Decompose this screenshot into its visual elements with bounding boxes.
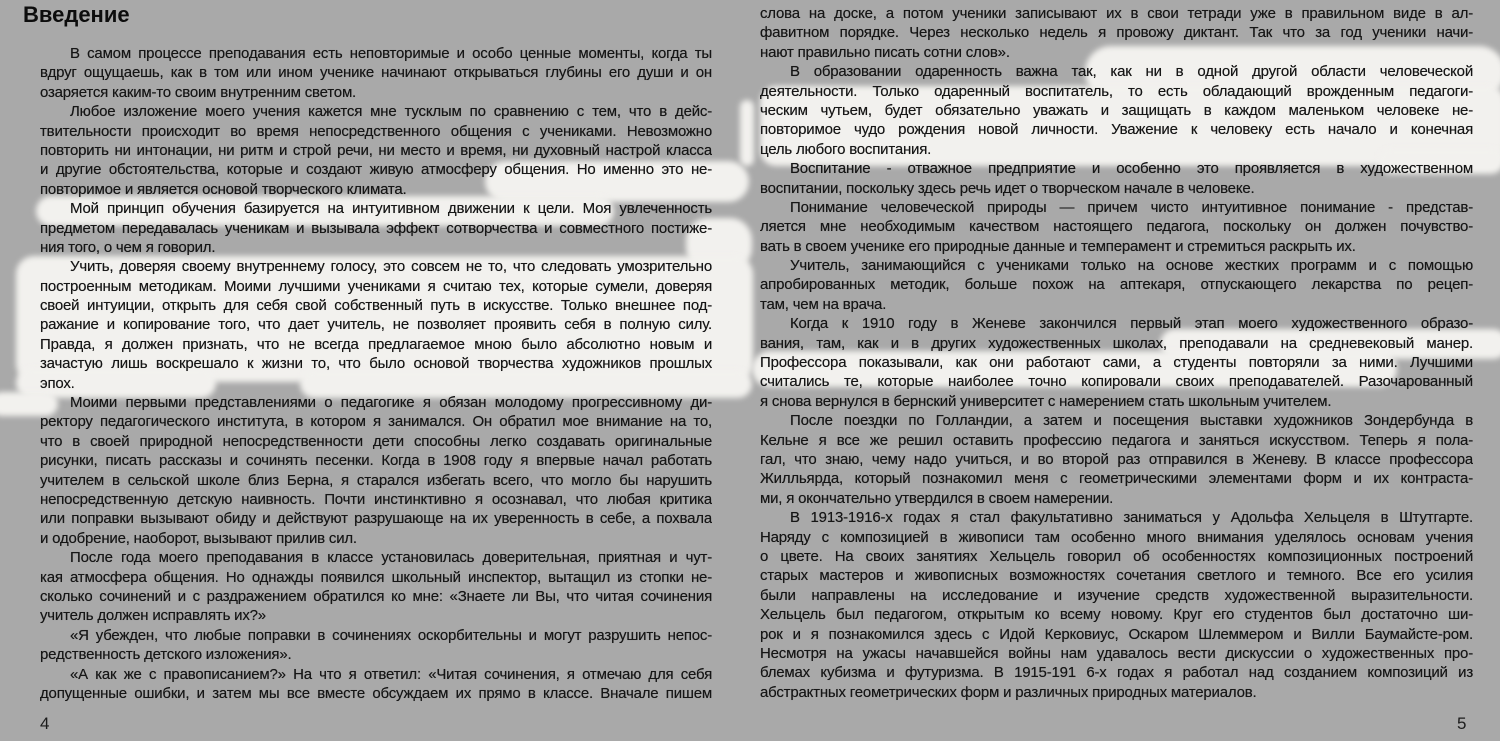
page-number-left: 4 (40, 714, 50, 733)
text-line: гал, что знаю, чему надо учиться, и во второй раз отправился в Женеву. В классе профессора (760, 450, 1473, 468)
text-line: ражание и копирование того, что дает учитель, не позволяет проявить себя в полную силу. (40, 316, 712, 334)
text-line: повторимое и является основой творческого климата. (40, 180, 407, 198)
text-line: Воспитание - отважное предприятие и особенно это проявляется в художественном (790, 160, 1473, 178)
text-line: Правда, я должен признать, что не всегда предлагаемое мною было абсолютно новым и (40, 335, 712, 353)
text-line: там, чем на врача. (760, 295, 887, 313)
text-line: абстрактных геометрических форм и различных природных материалов. (760, 683, 1257, 701)
text-line: деятельности. Только одаренный воспитатель, то есть обладающий врожденным педагоги- (760, 82, 1473, 100)
text-line: Когда к 1910 году в Женеве закончился первый этап моего художественного образо- (790, 315, 1473, 333)
text-line: твительности происходит во время непосредственного общения с учениками. Невозможно (40, 122, 712, 140)
text-line: эпох. (40, 374, 75, 392)
text-line: Наряду с композицией в живописи там особенно много внимания уделялось основам учения (760, 528, 1473, 546)
text-line: построенным методикам. Моими лучшими учениками я считаю тех, которые сумели, доверяя (40, 277, 712, 295)
text-line: допущенные ошибки, и затем мы все вместе обсуждаем их прямо в классе. Вначале пишем (40, 684, 712, 702)
text-line: нают правильно писать сотни слов». (760, 43, 1010, 61)
text-line: апробированных методик, больше похож на аптекаря, отпускающего лекарства по рецеп- (760, 276, 1473, 294)
text-line: Хельцель был педагогом, открытым ко всему новому. Круг его студентов был достаточно ши- (760, 606, 1473, 624)
text-line: вать в своем ученике его природные данные и темперамент и стремиться раскрыть их. (760, 237, 1356, 255)
text-line: Понимание человеческой природы — причем чисто интуитивное понимание - представ- (790, 198, 1473, 216)
text-line: Учить, доверяя своему внутреннему голосу, это совсем не то, что следовать умозрительно (70, 258, 712, 276)
text-line: ректору педагогического института, в котором я занимался. Он обратил мое внимание на то, (40, 413, 712, 431)
text-line: Учитель, занимающийся с учениками только на основе жестких программ и с помощью (790, 257, 1473, 275)
highlight-mark (740, 100, 754, 166)
text-line: Кельне я все же решил оставить профессию педагога и заняться искусством. Теперь я пола- (760, 431, 1473, 449)
text-line: старых мастеров и живописных возможностях сочетания светлого и темного. Все его усилия (760, 567, 1473, 585)
text-line: учитель должен исправлять их?» (40, 607, 266, 625)
text-line: Моими первыми представлениями о педагогике я обязан молодому прогрессивному ди- (70, 394, 712, 412)
text-line: После поездки по Голландии, а затем и посещения выставки художников Зондербунда в (790, 412, 1473, 430)
text-line: или поправки вызывают обиду и действуют разрушающе на их уверенность в себе, а похвала (40, 510, 712, 528)
text-line: кая атмосфера общения. Но однажды появился школьный инспектор, вытащил из стопки не- (40, 568, 712, 586)
text-line: цель любого воспитания. (760, 140, 932, 158)
text-line: вдруг ощущаешь, как в том или ином ученике начинают открываться глубины его души и он (40, 64, 712, 82)
text-line: В образовании одаренность важна так, как ни в одной другой области человеческой (790, 63, 1473, 81)
text-line: воспитании, поскольку здесь речь идет о творческом начале в человеке. (760, 179, 1255, 197)
text-line: В самом процессе преподавания есть неповторимые и особо ценные моменты, когда ты (70, 45, 712, 62)
text-line: слова на доске, а потом ученики записывают их в свои тетради уже в правильном виде в ал- (760, 5, 1473, 22)
text-line: зачастую лишь воскрешало к жизни то, что было основой творчества художников прошлых (40, 355, 712, 373)
text-line: что в своей природной непосредственности дети способны легко создавать оригинальные (40, 432, 712, 450)
text-line: предметом передавалась ученикам и вызывала эффект сотворчества и совместного постиже- (40, 219, 712, 237)
text-line: и одобрение, наоборот, вызывают прилив сил. (40, 529, 357, 547)
text-line: «Я убежден, что любые поправки в сочинениях оскорбительны и могут разрушить непос- (70, 626, 712, 644)
text-line: о цвете. На своих занятиях Хельцель говорил об особенностях композиционных построений (760, 547, 1473, 565)
text-line: своей интуиции, открыть для себя свой собственный путь в искусстве. Только внешнее под- (40, 297, 712, 315)
text-line: рок и я познакомился здесь с Идой Керковиус, Оскаром Шлеммером и Вилли Баумайсте-ром. (760, 625, 1473, 643)
chapter-title: Введение (23, 2, 130, 27)
text-line: сколько сочинений и с раздражением обратился ко мне: «Знаете ли Вы, что читая сочинения (40, 587, 712, 605)
text-line: учителем в сельской школе близ Берна, я старался избегать всего, что могло бы нарушить (40, 471, 712, 489)
text-line: озаряется каким-то своим внутренним светом. (40, 83, 357, 101)
text-line: непосредственную детскую наивность. Почти инстинктивно я осознавал, что любая критика (40, 490, 712, 508)
text-line: и другие обстоятельства, которые и создают живую атмосферу общения. Но именно это не- (40, 161, 712, 179)
text-line: редственность детского изложения». (40, 646, 292, 664)
text-line: Любое изложение моего учения кажется мне тусклым по сравнению с тем, что в дейс- (70, 103, 712, 121)
text-line: «А как же с правописанием?» На что я ответил: «Читая сочинения, я отмечаю для себя (70, 665, 712, 683)
page-left-text (40, 44, 712, 703)
text-line: Профессора показывали, как они работают сами, а студенты повторяли за ними. Лучшими (760, 354, 1473, 372)
text-line: повторимое чудо рождения новой личности. Уважение к человеку есть начало и конечная (760, 121, 1473, 139)
text-line: вания, там, как и в других художественных школах, преподавали на средневековый манер. (760, 334, 1473, 352)
text-line: блемах кубизма и футуризма. В 1915-191 6-х годах я работал над созданием композиций из (760, 664, 1473, 682)
text-line: В 1913-1916-х годах я стал факультативно заниматься у Адольфа Хельцеля в Штутгарте. (790, 509, 1473, 527)
text-line: повторить ни интонации, ни ритм и строй речи, ни место и время, ни духовный настрой класса (40, 141, 712, 159)
text-line: рисунки, писать рассказы и сочинять песенки. Когда в 1908 году я впервые начал работать (40, 452, 712, 470)
text-line: были направлены на исследование и изучение средств художественной выразительности. (760, 586, 1473, 604)
page-number-right: 5 (1457, 714, 1467, 733)
text-line: Несмотря на ужасы начавшейся войны нам удавалось вести дискуссии о художественных про- (760, 644, 1473, 662)
text-line: ляется мне необходимым качеством настоящего педагога, поскольку он должен почувство- (760, 218, 1473, 236)
text-line: Жилльярда, который познакомил меня с геометрическими элементами форм и их контраста- (760, 470, 1473, 488)
text-line: ния того, о чем я говорил. (40, 238, 216, 256)
text-line: считались те, которые наиболее точно копировали своих преподавателей. Разочарованный (760, 373, 1473, 391)
text-line: Мой принцип обучения базируется на интуитивном движении к цели. Моя увлеченность (70, 200, 712, 218)
page-right-text (760, 4, 1473, 702)
text-line: ми, я окончательно утвердился в своем намерении. (760, 489, 1114, 507)
text-line: ческим чутьем, будет обязательно уважать и защищать в каждом маленьком человеке не- (760, 101, 1473, 119)
text-line: После года моего преподавания в классе установилась доверительная, приятная и чут- (70, 549, 712, 567)
text-line: фавитном порядке. Через несколько недель я провожу диктант. Так что за год ученики начи- (760, 24, 1473, 42)
text-line: я снова вернулся в бернский университет с намерением стать школьным учителем. (760, 392, 1332, 410)
